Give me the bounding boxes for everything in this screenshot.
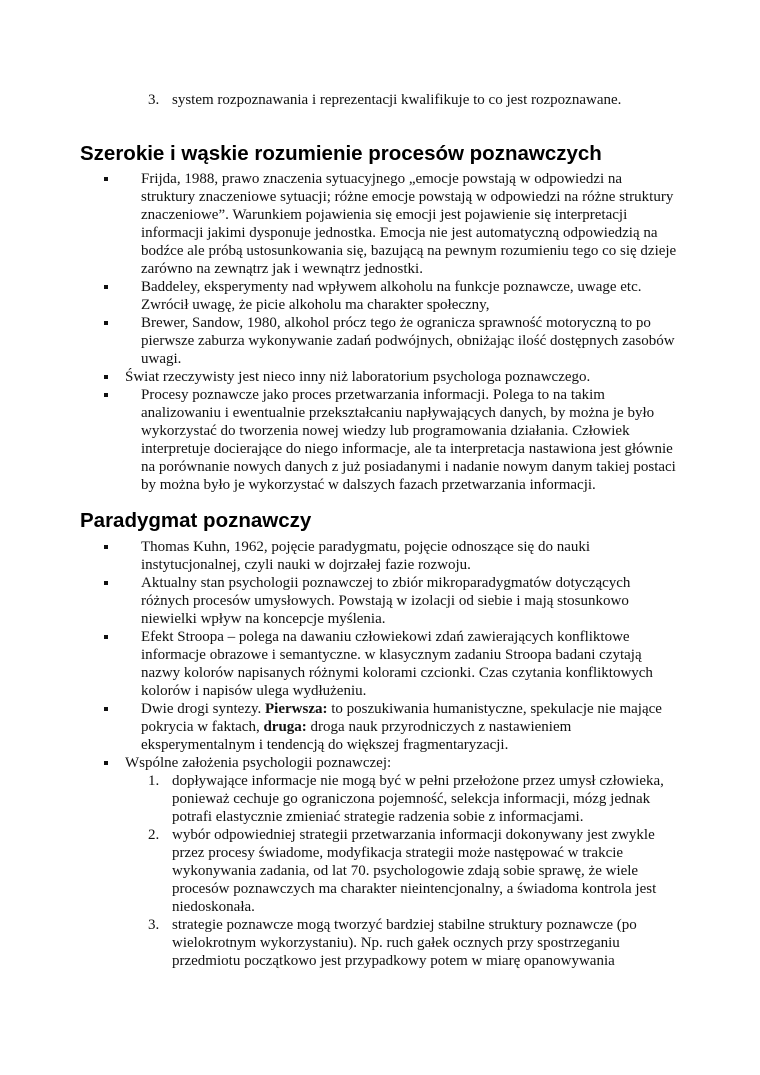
bullet-icon: [104, 177, 108, 181]
bullet-item: [0, 314, 760, 368]
bullet-text: Efekt Stroopa – polega na dawaniu człowiekowi zdań zawierających konfliktowe informacje obrazowe i semantyczne. w klasycznym zadaniu Stroopa badani czytają nazwy kolorów napisanych różnymi kolorami czcionki. Czas czytania konfliktowych kolorów i napisów ulega wydłużeniu.: [141, 629, 653, 699]
bullet-icon: [104, 393, 108, 397]
bullet-text: Aktualny stan psychologii poznawczej to zbiór mikroparadygmatów dotyczących różnych procesów umysłowych. Powstają w izolacji od siebie i mają stosunkowo niewielki wpływ na koncepcje myślenia.: [141, 575, 631, 627]
bullet-item: [0, 170, 760, 278]
bullet-item-assumptions: [0, 754, 760, 970]
list-number: 3.: [148, 917, 160, 933]
numbered-item: [125, 826, 678, 916]
first-text: to poszukiwania humanistyczne, spekulacje nie mające pokrycia w faktach,: [141, 701, 662, 735]
bullet-icon: [104, 635, 108, 639]
bullet-item: [0, 386, 760, 494]
section1-bullet-list: [0, 170, 760, 494]
list-number: 1.: [148, 773, 160, 789]
bullet-text: Wspólne założenia psychologii poznawczej:: [125, 755, 392, 771]
second-label: druga:: [263, 719, 307, 735]
bullet-text: Procesy poznawcze jako proces przetwarzania informacji. Polega to na takim analizowaniu i ewentualnie przekształcaniu napływających danych, by można je było wykorzystać do tworzenia nowej wiedzy lub programowania działania. Człowiek interpretuje docierające do niego informacje, ale ta interpretacja nastawiona jest głównie na porównanie nowych danych z już posiadanymi i nadanie nowym danym takiej postaci by można było je wykorzystać w dalszych fazach przetwarzania informacji.: [141, 387, 676, 493]
list-text: wybór odpowiedniej strategii przetwarzania informacji dokonywany jest zwykle przez procesy świadome, modyfikacja strategii może następować w trakcie wykonywania zadania, od lat 70. psychologowie zdają sobie sprawę, że wiele procesów poznawczych ma charakter nieintencjonalny, a świadoma kontrola jest niedoskonała.: [172, 827, 657, 915]
bullet-icon: [104, 707, 108, 711]
bullet-icon: [104, 375, 108, 379]
bullet-text: Thomas Kuhn, 1962, pojęcie paradygmatu, pojęcie odnoszące się do nauki instytucjonalnej, czyli nauki w dojrzałej fazie rozwoju.: [141, 539, 591, 573]
bullet-text: Świat rzeczywisty jest nieco inny niż laboratorium psychologa poznawczego.: [125, 369, 591, 385]
list-number: 2.: [148, 827, 160, 843]
bullet-icon: [104, 761, 108, 765]
first-label: Pierwsza:: [265, 701, 328, 717]
bullet-icon: [104, 285, 108, 289]
bullet-text: [125, 700, 678, 754]
intro-list-item: [148, 91, 678, 109]
bullet-item: [0, 538, 760, 574]
bullet-item-syntheses: [0, 700, 760, 754]
bullet-icon: [104, 545, 108, 549]
list-text: dopływające informacje nie mogą być w pełni przełożone przez umysł człowieka, ponieważ cechuje go ograniczona pojemność, selekcja informacji, mózg jednak potrafi elastycznie zmieniać strategie radzenia sobie z informacjami.: [172, 773, 664, 825]
numbered-item: [125, 772, 678, 826]
bullet-item: [0, 628, 760, 700]
list-text: system rozpoznawania i reprezentacji kwalifikuje to co jest rozpoznawane.: [172, 92, 622, 108]
bullet-item: [0, 368, 760, 386]
bullet-text: Frijda, 1988, prawo znaczenia sytuacyjnego „emocje powstają w odpowiedzi na struktury znaczeniowe sytuacji; różne emocje powstają w odpowiedzi na różne struktury znaczeniowe”. Warunkiem pojawienia się emocji jest pojawienie się interpretacji informacji jakimi dysponuje jednostka. Emocja nie jest automatyczną odpowiedzią na bodźce ale próbą ustosunkowania się, bazującą na pewnym rozumieniu tego co się dzieje zarówno na zewnątrz jak i wewnątrz jednostki.: [141, 171, 677, 277]
section-heading-szerokie: Szerokie i wąskie rozumienie procesów poznawczych: [80, 142, 602, 165]
section-heading-paradygmat: Paradygmat poznawczy: [80, 509, 312, 532]
bullet-icon: [104, 321, 108, 325]
bullet-icon: [104, 581, 108, 585]
assumptions-numbered-list: [125, 772, 678, 970]
bullet-item: [0, 278, 760, 314]
bullet-text: Baddeley, eksperymenty nad wpływem alkoholu na funkcje poznawcze, uwage etc. Zwrócił uwagę, że picie alkoholu ma charakter społeczny,: [141, 279, 642, 313]
numbered-item: [125, 916, 678, 970]
syntheses-lead: Dwie drogi syntezy.: [141, 701, 262, 717]
list-text: strategie poznawcze mogą tworzyć bardziej stabilne struktury poznawcze (po wielokrotnym wykorzystaniu). Np. ruch gałek ocznych przy spostrzeganiu przedmiotu początkowo jest przypadkowy potem w miarę opanowywania: [172, 917, 637, 969]
list-number: 3.: [148, 92, 160, 108]
bullet-text: Brewer, Sandow, 1980, alkohol prócz tego że ogranicza sprawność motoryczną to po pierwsze zaburza wykonywanie zadań podwójnych, obniżając ilość dostępnych zasobów uwagi.: [141, 315, 675, 367]
second-text: droga nauk przyrodniczych z nastawieniem eksperymentalnym i tendencją do większej fragmentaryzacji.: [141, 719, 572, 753]
bullet-item: [0, 574, 760, 628]
section2-bullet-list: [0, 538, 760, 970]
